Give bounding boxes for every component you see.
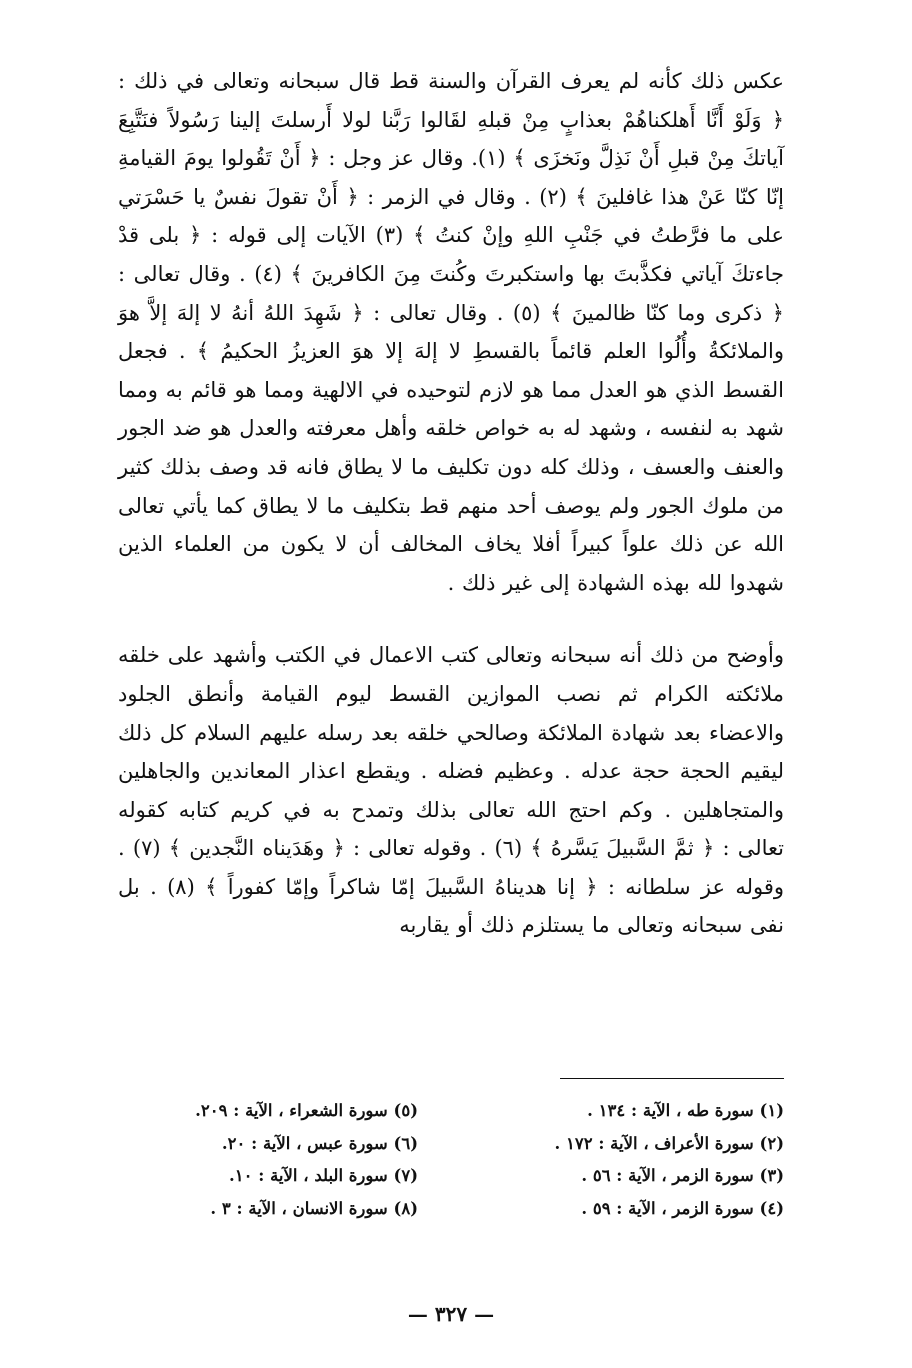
footnotes-right-column <box>484 1095 784 1225</box>
paragraph-1: عكس ذلك كأنه لم يعرف القرآن والسنة قط قال سبحانه وتعالى في ذلك : ﴿ وَلَوْ أَنَّا أَهلكناهُمْ بعذابٍ مِنْ قبلهِ لقَالوا رَبَّنا لولا أَرسلتَ إلينا رَسُولاً فنَتَّبِعَ آياتكَ مِنْ قبلِ أَنْ نَذِلَّ ونَخزَى ﴾ (١). وقال عز وجل : ﴿ أَنْ تَقُولوا يومَ القيامةِ إنّا كنّا عَنْ هذا غافلينَ ﴾ (٢) . وقال في الزمر : ﴿ أَنْ تقولَ نفسٌ يا حَسْرَتي على ما فرَّطتُ في جَنْبِ اللهِ وإنْ كنتُ ﴾ (٣) الآيات إلى قوله : ﴿ بلى قدْ جاءتكَ آياتي فكذَّبتَ بها واستكبرتَ وكُنتَ مِنَ الكافرينَ ﴾ (٤) . وقال تعالى : ﴿ ذكرى وما كنّا ظالمينَ ﴾ (٥) . وقال تعالى : ﴿ شَهِدَ اللهُ أنهُ لا إلهَ إلاَّ هوَ والملائكةُ وأُلُوا العلم قائماً بالقسطِ لا إلهَ إلا هوَ العزيزُ الحكيمُ ﴾ . فجعل القسط الذي هو العدل مما هو لازم لتوحيده في الالهية ومما هو قائم به ومما شهد به لنفسه ، وشهد له به خواص خلقه وأهل معرفته والعدل هو ضد الجور والعنف والعسف ، وذلك كله دون تكليف ما لا يطاق فانه قد وصف بذلك كثير من ملوك الجور ولم يوصف أحد منهم قط بتكليف ما لا يطاق كما يأتي تعالى الله عن ذلك علواً كبيراً أفلا يخاف المخالف أن لا يكون من العلماء الذين شهدوا لله بهذه الشهادة إلى غير ذلك . <box>118 69 784 595</box>
footnote-3: (٣) سورة الزمر ، الآية : ٥٦ . <box>581 1166 784 1185</box>
footnotes <box>118 1095 784 1225</box>
footnote-7: (٧) سورة البلد ، الآية : ١٠. <box>229 1166 418 1185</box>
body-text <box>118 62 784 945</box>
footnotes-left-column <box>118 1095 418 1225</box>
footnote-5: (٥) سورة الشعراء ، الآية : ٢٠٩. <box>195 1101 418 1120</box>
paragraph-2: وأوضح من ذلك أنه سبحانه وتعالى كتب الاعمال في الكتب وأشهد على خلقه ملائكته الكرام ثم نصب الموازين القسط ليوم القيامة وأنطق الجلود والاعضاء بعد شهادة الملائكة وصالحي خلقه بعد رسله عليهم السلام كل ذلك ليقيم الحجة حجة عدله . وعظيم فضله . ويقطع اعذار المعاندين والجاهلين والمتجاهلين . وكم احتج الله تعالى بذلك وتمدح به في كريم كتابه كقوله تعالى : ﴿ ثمَّ السَّبيلَ يَسَّرهُ ﴾ (٦) . وقوله تعالى : ﴿ وهَدَيناه النَّجدين ﴾ (٧) . وقوله عز سلطانه : ﴿ إنا هديناهُ السَّبيلَ إمّا شاكراً وإمّا كفوراً ﴾ (٨) . بل نفى سبحانه وتعالى ما يستلزم ذلك أو يقاربه <box>118 643 785 938</box>
footnote-2: (٢) سورة الأعراف ، الآية : ١٧٢ . <box>554 1133 784 1153</box>
footnote-divider <box>560 1078 784 1079</box>
book-page <box>118 62 784 1368</box>
footnote-1: (١) سورة طه ، الآية : ١٣٤ . <box>587 1101 784 1120</box>
page-number: — ٣٢٧ — <box>407 1302 495 1326</box>
footnote-6: (٦) سورة عبس ، الآية : ٢٠. <box>221 1133 418 1153</box>
footnote-4: (٤) سورة الزمر ، الآية : ٥٩ . <box>581 1198 784 1218</box>
footnote-8: (٨) سورة الانسان ، الآية : ٣ . <box>210 1198 418 1218</box>
